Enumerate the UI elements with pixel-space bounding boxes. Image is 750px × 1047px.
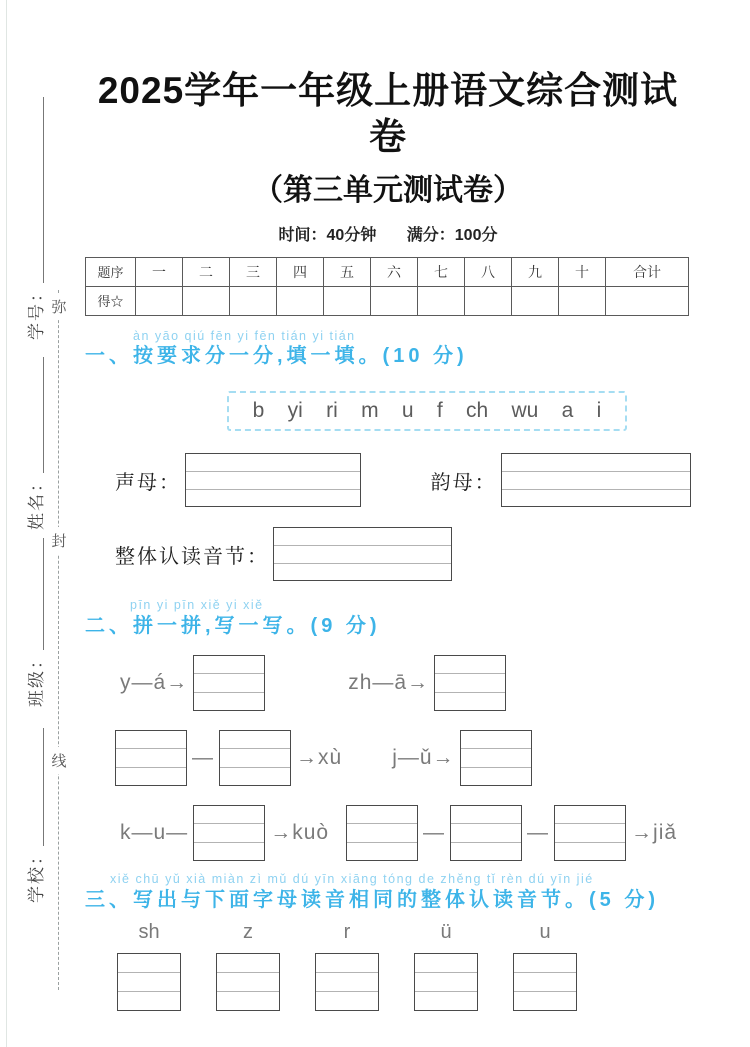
letter-bank-item: a (561, 399, 574, 423)
letter-label: sh (138, 920, 160, 943)
margin-field-blank (29, 728, 44, 846)
shengmu-yunmu-row (115, 453, 691, 507)
section-3-heading (85, 873, 691, 913)
answer-grid (513, 953, 577, 1011)
page-title: 2025学年一年级上册语文综合测试卷 (97, 70, 679, 158)
margin-field-blank (29, 357, 44, 473)
margin-field (22, 348, 47, 530)
seal-char: 封 (50, 527, 68, 554)
score-cell-empty (371, 286, 418, 315)
pinyin-text: →kuò (270, 821, 330, 844)
section-1-heading (85, 330, 691, 370)
letter-label: u (539, 920, 551, 943)
letter-bank-item: f (436, 399, 443, 423)
zhengti-answer-grid (273, 527, 452, 581)
margin-field-blank (29, 538, 44, 650)
score-table-header-cell: 五 (324, 257, 371, 286)
section-2-title: 二、拼一拼,写一写。(9 分) (85, 615, 381, 637)
pinyin-text: k—u— (120, 821, 189, 844)
yunmu-answer-grid (501, 453, 691, 507)
pinyin-combine-row (115, 655, 691, 711)
section-3-pinyin: xiě chū yǔ xià miàn zì mǔ dú yīn xiāng tóng de zhěng tǐ rèn dú yīn jié (110, 872, 594, 886)
exam-content (85, 0, 691, 1011)
spacer (265, 683, 343, 684)
shengmu-answer-grid (185, 453, 361, 507)
letter-bank-item: wu (511, 399, 539, 423)
score-table-header-row (86, 257, 689, 286)
answer-grid (193, 655, 265, 711)
pinyin-text: y—á→ (120, 671, 189, 694)
answer-grid (315, 953, 379, 1011)
exam-full-score: 满分：100分 (406, 226, 498, 244)
syllable-column (216, 921, 280, 1011)
letter-bank-item: b (252, 399, 265, 423)
pinyin-combine-row (115, 805, 691, 861)
score-cell-empty (324, 286, 371, 315)
answer-grid (460, 730, 532, 786)
shengmu-label: 声母： (115, 471, 181, 494)
letter-label: r (343, 920, 351, 943)
score-table-header-cell: 七 (418, 257, 465, 286)
margin-field-label: 学校： (27, 846, 46, 903)
score-table-header-cell: 二 (183, 257, 230, 286)
score-cell-empty (606, 286, 689, 315)
margin-field-label: 姓名： (27, 473, 46, 530)
answer-grid (117, 953, 181, 1011)
answer-grid (115, 730, 187, 786)
pinyin-text: — (192, 746, 214, 769)
section-1-title: 一、按要求分一分,填一填。(10 分) (85, 345, 468, 368)
pinyin-text: →xù (296, 746, 343, 769)
answer-grid (554, 805, 626, 861)
exam-time: 时间：40分钟 (278, 226, 377, 244)
pinyin-text: →jiǎ (631, 821, 678, 844)
section-3-title: 三、写出与下面字母读音相同的整体认读音节。(5 分) (85, 888, 659, 911)
spacer (334, 833, 346, 834)
letter-bank-item: ri (326, 399, 338, 423)
answer-grid (434, 655, 506, 711)
score-table-header-cell: 十 (559, 257, 606, 286)
answer-grid (450, 805, 522, 861)
page-edge-line (6, 0, 7, 1047)
answer-grid (216, 953, 280, 1011)
page-subtitle: （第三单元测试卷） (253, 173, 523, 207)
syllable-columns (117, 921, 691, 1011)
score-table-header-cell: 四 (277, 257, 324, 286)
pinyin-text: j—ǔ→ (392, 746, 455, 769)
letter-label: ü (440, 920, 452, 943)
letter-bank-item: ch (465, 399, 489, 423)
score-table-score-row (86, 286, 689, 315)
section-2-heading (85, 599, 691, 639)
pinyin-combine-rows (85, 655, 691, 861)
letter-label: z (243, 920, 253, 943)
score-table-header-cell: 六 (371, 257, 418, 286)
pinyin-text: — (423, 821, 446, 844)
margin-field-blank (29, 97, 44, 283)
margin-field (22, 717, 47, 903)
letter-bank-item: yi (287, 399, 303, 423)
answer-grid (219, 730, 291, 786)
pinyin-text: — (527, 821, 550, 844)
score-cell-empty (183, 286, 230, 315)
score-table-header-qorder: 题序 (86, 257, 136, 286)
score-table-header-cell: 九 (512, 257, 559, 286)
answer-grid (346, 805, 418, 861)
letter-bank-item: i (596, 399, 602, 423)
pinyin-text: zh—ā→ (348, 671, 430, 694)
score-table-header-cell: 三 (230, 257, 277, 286)
letter-bank-box (227, 391, 627, 431)
exam-info (85, 222, 691, 245)
section-1-pinyin: àn yāo qiú fēn yi fēn tián yi tián (133, 328, 356, 343)
syllable-column (513, 921, 577, 1011)
score-table-header-cell: 八 (465, 257, 512, 286)
seal-char: 线 (50, 747, 68, 774)
score-cell-empty (512, 286, 559, 315)
syllable-column (414, 921, 478, 1011)
score-cell-empty (136, 286, 183, 315)
margin-field (22, 94, 47, 340)
score-table-header-cell: 合计 (606, 257, 689, 286)
margin-field-label: 班级： (27, 650, 46, 707)
score-cell-empty (277, 286, 324, 315)
spacer (347, 758, 387, 759)
score-cell-empty (418, 286, 465, 315)
section-2-pinyin: pīn yi pīn xiě yi xiě (130, 598, 264, 613)
zhengti-label: 整体认读音节： (115, 545, 269, 568)
score-cell-empty (230, 286, 277, 315)
pinyin-combine-row (115, 730, 691, 786)
score-table (85, 257, 689, 316)
score-table-header-cell: 一 (136, 257, 183, 286)
yunmu-label: 韵母： (430, 471, 497, 494)
score-row-label: 得☆ (86, 286, 136, 315)
seal-char: 弥 (50, 293, 68, 320)
syllable-column (117, 921, 181, 1011)
letter-bank-item: m (361, 399, 379, 423)
zhengti-row (115, 527, 691, 581)
score-cell-empty (465, 286, 512, 315)
score-cell-empty (559, 286, 606, 315)
answer-grid (414, 953, 478, 1011)
margin-field (22, 527, 47, 707)
margin-field-label: 学号： (27, 283, 46, 340)
syllable-column (315, 921, 379, 1011)
answer-grid (193, 805, 265, 861)
letter-bank-item: u (401, 399, 414, 423)
seal-line (58, 290, 59, 990)
